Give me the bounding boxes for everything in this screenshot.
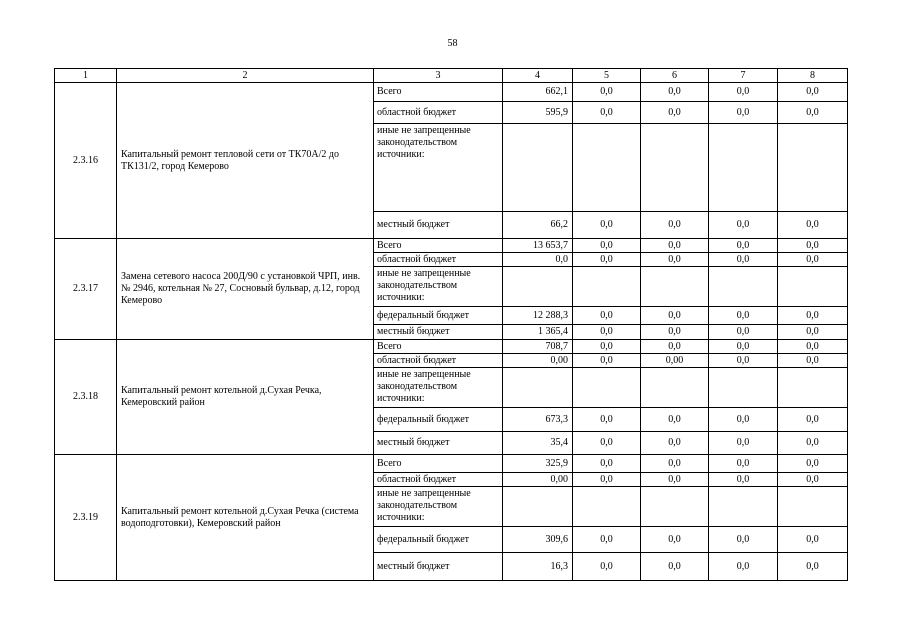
value-cell: 0,0	[641, 325, 709, 340]
value-cell: 0,0	[573, 253, 641, 267]
value-cell: 0,0	[778, 83, 848, 102]
value-cell: 595,9	[503, 102, 573, 124]
value-cell: 0,0	[573, 212, 641, 239]
value-cell: 0,0	[641, 527, 709, 553]
value-cell: 0,0	[573, 354, 641, 368]
value-cell: 0,0	[641, 432, 709, 455]
value-cell	[503, 487, 573, 527]
funding-source: областной бюджет	[374, 354, 503, 368]
value-cell	[641, 487, 709, 527]
item-name: Замена сетевого насоса 200Д/90 с установкой ЧРП, инв. № 2946, котельная № 27, Сосновый бульвар, д.12, город Кемерово	[117, 239, 374, 340]
funding-source: местный бюджет	[374, 553, 503, 581]
value-cell	[778, 368, 848, 408]
value-cell: 0,0	[709, 473, 778, 487]
table-row	[55, 455, 848, 473]
value-cell: 0,0	[778, 455, 848, 473]
value-cell: 0,0	[573, 102, 641, 124]
value-cell	[573, 368, 641, 408]
item-code: 2.3.17	[55, 239, 117, 340]
funding-source: федеральный бюджет	[374, 527, 503, 553]
funding-source: областной бюджет	[374, 473, 503, 487]
value-cell: 0,0	[573, 307, 641, 325]
value-cell: 0,0	[709, 102, 778, 124]
value-cell: 66,2	[503, 212, 573, 239]
column-header: 2	[117, 69, 374, 83]
value-cell: 0,0	[641, 239, 709, 253]
value-cell: 0,0	[709, 432, 778, 455]
funding-source: федеральный бюджет	[374, 307, 503, 325]
value-cell: 0,0	[573, 473, 641, 487]
table-row	[55, 340, 848, 354]
funding-source: Всего	[374, 83, 503, 102]
value-cell	[503, 368, 573, 408]
value-cell: 12 288,3	[503, 307, 573, 325]
value-cell	[709, 487, 778, 527]
value-cell: 0,0	[778, 527, 848, 553]
value-cell: 1 365,4	[503, 325, 573, 340]
value-cell: 0,0	[573, 408, 641, 432]
value-cell: 0,0	[709, 83, 778, 102]
value-cell	[573, 267, 641, 307]
value-cell: 0,0	[778, 253, 848, 267]
value-cell: 0,0	[641, 102, 709, 124]
value-cell	[778, 487, 848, 527]
column-header: 5	[573, 69, 641, 83]
value-cell: 0,0	[778, 307, 848, 325]
funding-source: Всего	[374, 340, 503, 354]
value-cell: 0,0	[641, 83, 709, 102]
value-cell: 0,0	[641, 473, 709, 487]
value-cell: 708,7	[503, 340, 573, 354]
value-cell	[503, 124, 573, 212]
value-cell: 0,0	[778, 102, 848, 124]
value-cell: 0,0	[709, 307, 778, 325]
value-cell: 0,0	[778, 325, 848, 340]
value-cell: 0,0	[573, 340, 641, 354]
column-header: 8	[778, 69, 848, 83]
funding-source: местный бюджет	[374, 212, 503, 239]
funding-source: местный бюджет	[374, 432, 503, 455]
value-cell: 0,00	[503, 354, 573, 368]
value-cell: 0,0	[573, 553, 641, 581]
value-cell: 0,0	[778, 408, 848, 432]
funding-source: иные не запрещенные законодательством источники:	[374, 267, 503, 307]
funding-source: иные не запрещенные законодательством источники:	[374, 487, 503, 527]
value-cell	[709, 124, 778, 212]
value-cell: 0,0	[573, 83, 641, 102]
value-cell	[709, 267, 778, 307]
value-cell: 0,0	[709, 455, 778, 473]
value-cell	[641, 368, 709, 408]
value-cell: 0,0	[709, 527, 778, 553]
value-cell: 0,0	[573, 239, 641, 253]
value-cell: 0,00	[503, 473, 573, 487]
value-cell	[709, 368, 778, 408]
value-cell: 0,0	[573, 527, 641, 553]
funding-source: иные не запрещенные законодательством источники:	[374, 368, 503, 408]
value-cell: 0,0	[778, 354, 848, 368]
value-cell: 673,3	[503, 408, 573, 432]
item-name: Капитальный ремонт котельной д.Сухая Речка, Кемеровский район	[117, 340, 374, 455]
value-cell: 0,0	[778, 212, 848, 239]
column-header: 7	[709, 69, 778, 83]
value-cell: 0,0	[573, 432, 641, 455]
budget-table	[54, 68, 848, 581]
column-header: 6	[641, 69, 709, 83]
value-cell	[573, 124, 641, 212]
funding-source: областной бюджет	[374, 102, 503, 124]
value-cell	[641, 124, 709, 212]
funding-source: областной бюджет	[374, 253, 503, 267]
value-cell	[573, 487, 641, 527]
value-cell: 662,1	[503, 83, 573, 102]
value-cell: 0,0	[709, 212, 778, 239]
funding-source: местный бюджет	[374, 325, 503, 340]
value-cell	[503, 267, 573, 307]
page-number: 58	[447, 38, 458, 49]
item-code: 2.3.18	[55, 340, 117, 455]
value-cell: 0,0	[641, 307, 709, 325]
value-cell: 0,0	[641, 455, 709, 473]
value-cell: 0,0	[778, 239, 848, 253]
value-cell	[778, 267, 848, 307]
value-cell: 0,0	[503, 253, 573, 267]
value-cell	[641, 267, 709, 307]
funding-source: федеральный бюджет	[374, 408, 503, 432]
value-cell: 16,3	[503, 553, 573, 581]
value-cell: 0,0	[709, 354, 778, 368]
value-cell: 0,00	[641, 354, 709, 368]
value-cell: 0,0	[641, 212, 709, 239]
value-cell: 0,0	[778, 432, 848, 455]
value-cell: 35,4	[503, 432, 573, 455]
value-cell: 0,0	[709, 253, 778, 267]
value-cell: 0,0	[641, 253, 709, 267]
funding-source: Всего	[374, 455, 503, 473]
item-name: Капитальный ремонт тепловой сети от ТК70А/2 до ТК131/2, город Кемерово	[117, 83, 374, 239]
item-code: 2.3.16	[55, 83, 117, 239]
value-cell: 0,0	[641, 408, 709, 432]
value-cell: 0,0	[709, 553, 778, 581]
value-cell: 325,9	[503, 455, 573, 473]
value-cell: 0,0	[641, 340, 709, 354]
value-cell: 0,0	[709, 408, 778, 432]
table-row	[55, 239, 848, 253]
value-cell: 0,0	[778, 473, 848, 487]
item-code: 2.3.19	[55, 455, 117, 581]
value-cell: 0,0	[709, 340, 778, 354]
funding-source: Всего	[374, 239, 503, 253]
value-cell: 13 653,7	[503, 239, 573, 253]
value-cell: 309,6	[503, 527, 573, 553]
header-row	[55, 69, 848, 83]
column-header: 4	[503, 69, 573, 83]
column-header: 1	[55, 69, 117, 83]
column-header: 3	[374, 69, 503, 83]
value-cell: 0,0	[573, 455, 641, 473]
item-name: Капитальный ремонт котельной д.Сухая Речка (система водоподготовки), Кемеровский район	[117, 455, 374, 581]
value-cell: 0,0	[709, 325, 778, 340]
table-row	[55, 83, 848, 102]
value-cell: 0,0	[709, 239, 778, 253]
value-cell: 0,0	[778, 340, 848, 354]
funding-source: иные не запрещенные законодательством источники:	[374, 124, 503, 212]
value-cell: 0,0	[778, 553, 848, 581]
value-cell: 0,0	[573, 325, 641, 340]
value-cell	[778, 124, 848, 212]
value-cell: 0,0	[641, 553, 709, 581]
